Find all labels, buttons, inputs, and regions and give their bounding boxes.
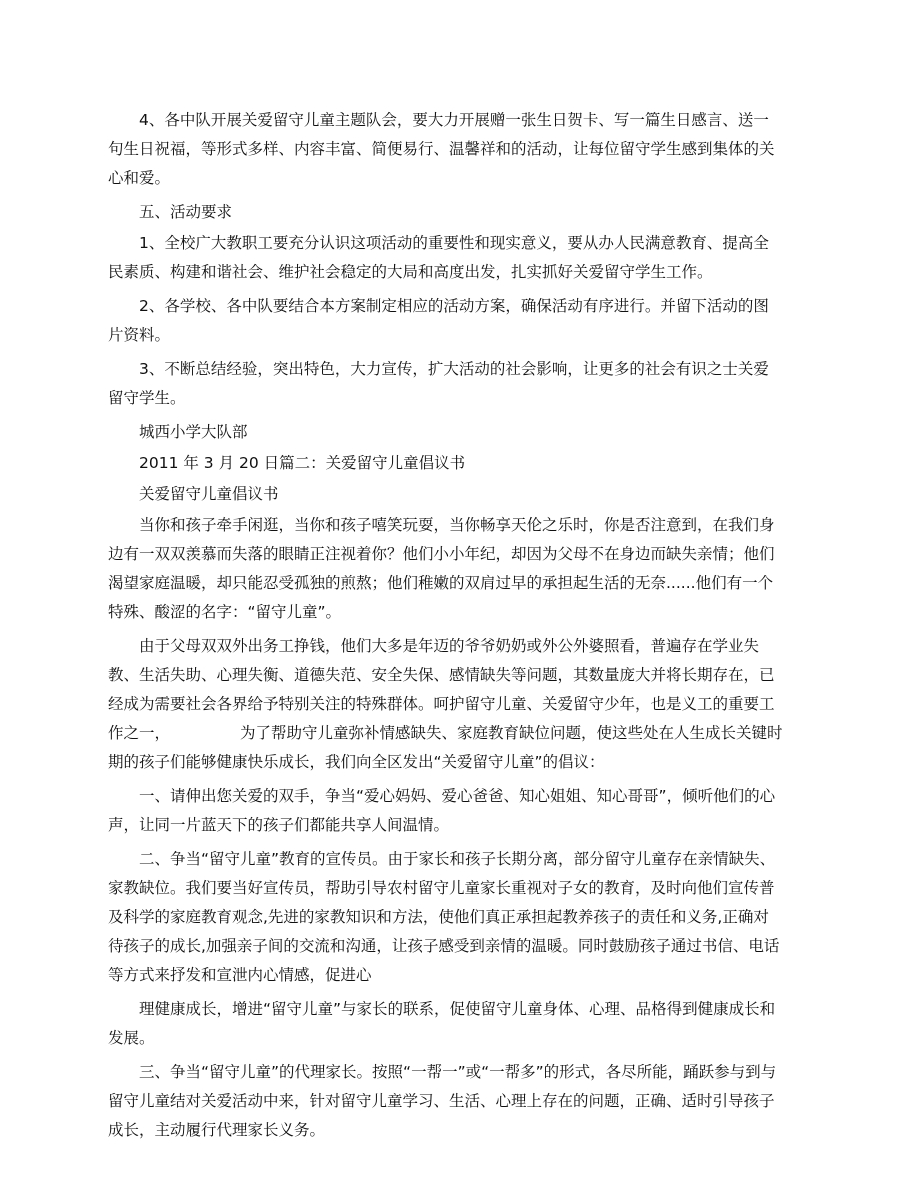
paragraph-requirement-3: 3、不断总结经验，突出特色，大力宣传，扩大活动的社会影响，让更多的社会有识之士关爱留守学生。	[108, 360, 769, 407]
paragraph-point-3: 三、争当“留守儿童”的代理家长。按照“一帮一”或“一帮多”的形式，各尽所能，踊跃参与到与留守儿童结对关爱活动中来，针对留守儿童学习、生活、心理上存在的问题，正确、适时引导孩子成长，主动履行代理家长义务。	[108, 1063, 777, 1139]
signature-org: 城西小学大队部	[139, 423, 248, 441]
paragraph-4-birthday: 4、各中队开展关爱留守儿童主题队会，要大力开展赠一张生日贺卡、写一篇生日感言、送一句生日祝福，等形式多样、内容丰富、简便易行、温馨祥和的活动，让每位留守学生感到集体的关心和爱。	[108, 111, 775, 187]
paragraph-background-part1: 由于父母双双外出务工挣钱，他们大多是年迈的爷爷奶奶或外公外婆照看，普遍存在学业失教、生活失助、心理失衡、道德失范、安全失保、感情缺失等问题，其数量庞大并将长期存在，已经成为需要社会各界给予特别关注的特殊群体。呵护留守儿童、关爱留守少年，也是义工的重要工作之一，	[108, 637, 775, 742]
paragraph-requirement-2: 2、各学校、各中队要结合本方案制定相应的活动方案，确保活动有序进行。并留下活动的图片资料。	[108, 297, 769, 344]
paragraph-requirement-1: 1、全校广大教职工要充分认识这项活动的重要性和现实意义，要从办人民满意教育、提高全民素质、构建和谐社会、维护社会稳定的大局和高度出发，扎实抓好关爱留守学生工作。	[108, 234, 769, 281]
date-and-article-title: 2011 年 3 月 20 日篇二：关爱留守儿童倡议书	[139, 454, 466, 472]
paragraph-intro: 当你和孩子牵手闲逛，当你和孩子嘻笑玩耍，当你畅享天伦之乐时，你是否注意到，在我们身边有一双双羡慕而失落的眼睛正注视着你？他们小小年纪，却因为父母不在身边而缺失亲情；他们渴望家庭温暖，却只能忍受孤独的煎熬；他们稚嫩的双肩过早的承担起生活的无奈......他们有一个特殊、酸涩的名字：“留守儿童”。	[108, 516, 775, 621]
section-heading-requirements: 五、活动要求	[139, 203, 233, 221]
paragraph-point-2-continued: 理健康成长，增进“留守儿童”与家长的联系，促使留守儿童身体、心理、品格得到健康成长和发展。	[108, 1000, 776, 1047]
paragraph-background-part2: 为了帮助守儿童弥补情感缺失、家庭教育缺位问题，使这些处在人生成长关键时期的孩子们能够健康快乐成长，我们向全区发出“关爱留守儿童”的倡议：	[108, 724, 783, 771]
paragraph-point-1: 一、请伸出您关爱的双手，争当“爱心妈妈、爱心爸爸、知心姐姐、知心哥哥”，倾听他们的心声，让同一片蓝天下的孩子们都能共享人间温情。	[108, 787, 776, 834]
document-page	[108, 106, 784, 1150]
paragraph-background	[108, 632, 784, 777]
paragraph-point-2: 二、争当“留守儿童”教育的宣传员。由于家长和孩子长期分离，部分留守儿童存在亲情缺失、家教缺位。我们要当好宣传员，帮助引导农村留守儿童家长重视对子女的教育，及时向他们宣传普及科学的家庭教育观念,先进的家教知识和方法，使他们真正承担起教养孩子的责任和义务,正确对待孩子的成长,加强亲子间的交流和沟通，让孩子感受到亲情的温暖。同时鼓励孩子通过书信、电话等方式来抒发和宣泄内心情感，促进心	[108, 850, 780, 984]
proposal-title: 关爱留守儿童倡议书	[139, 485, 279, 503]
